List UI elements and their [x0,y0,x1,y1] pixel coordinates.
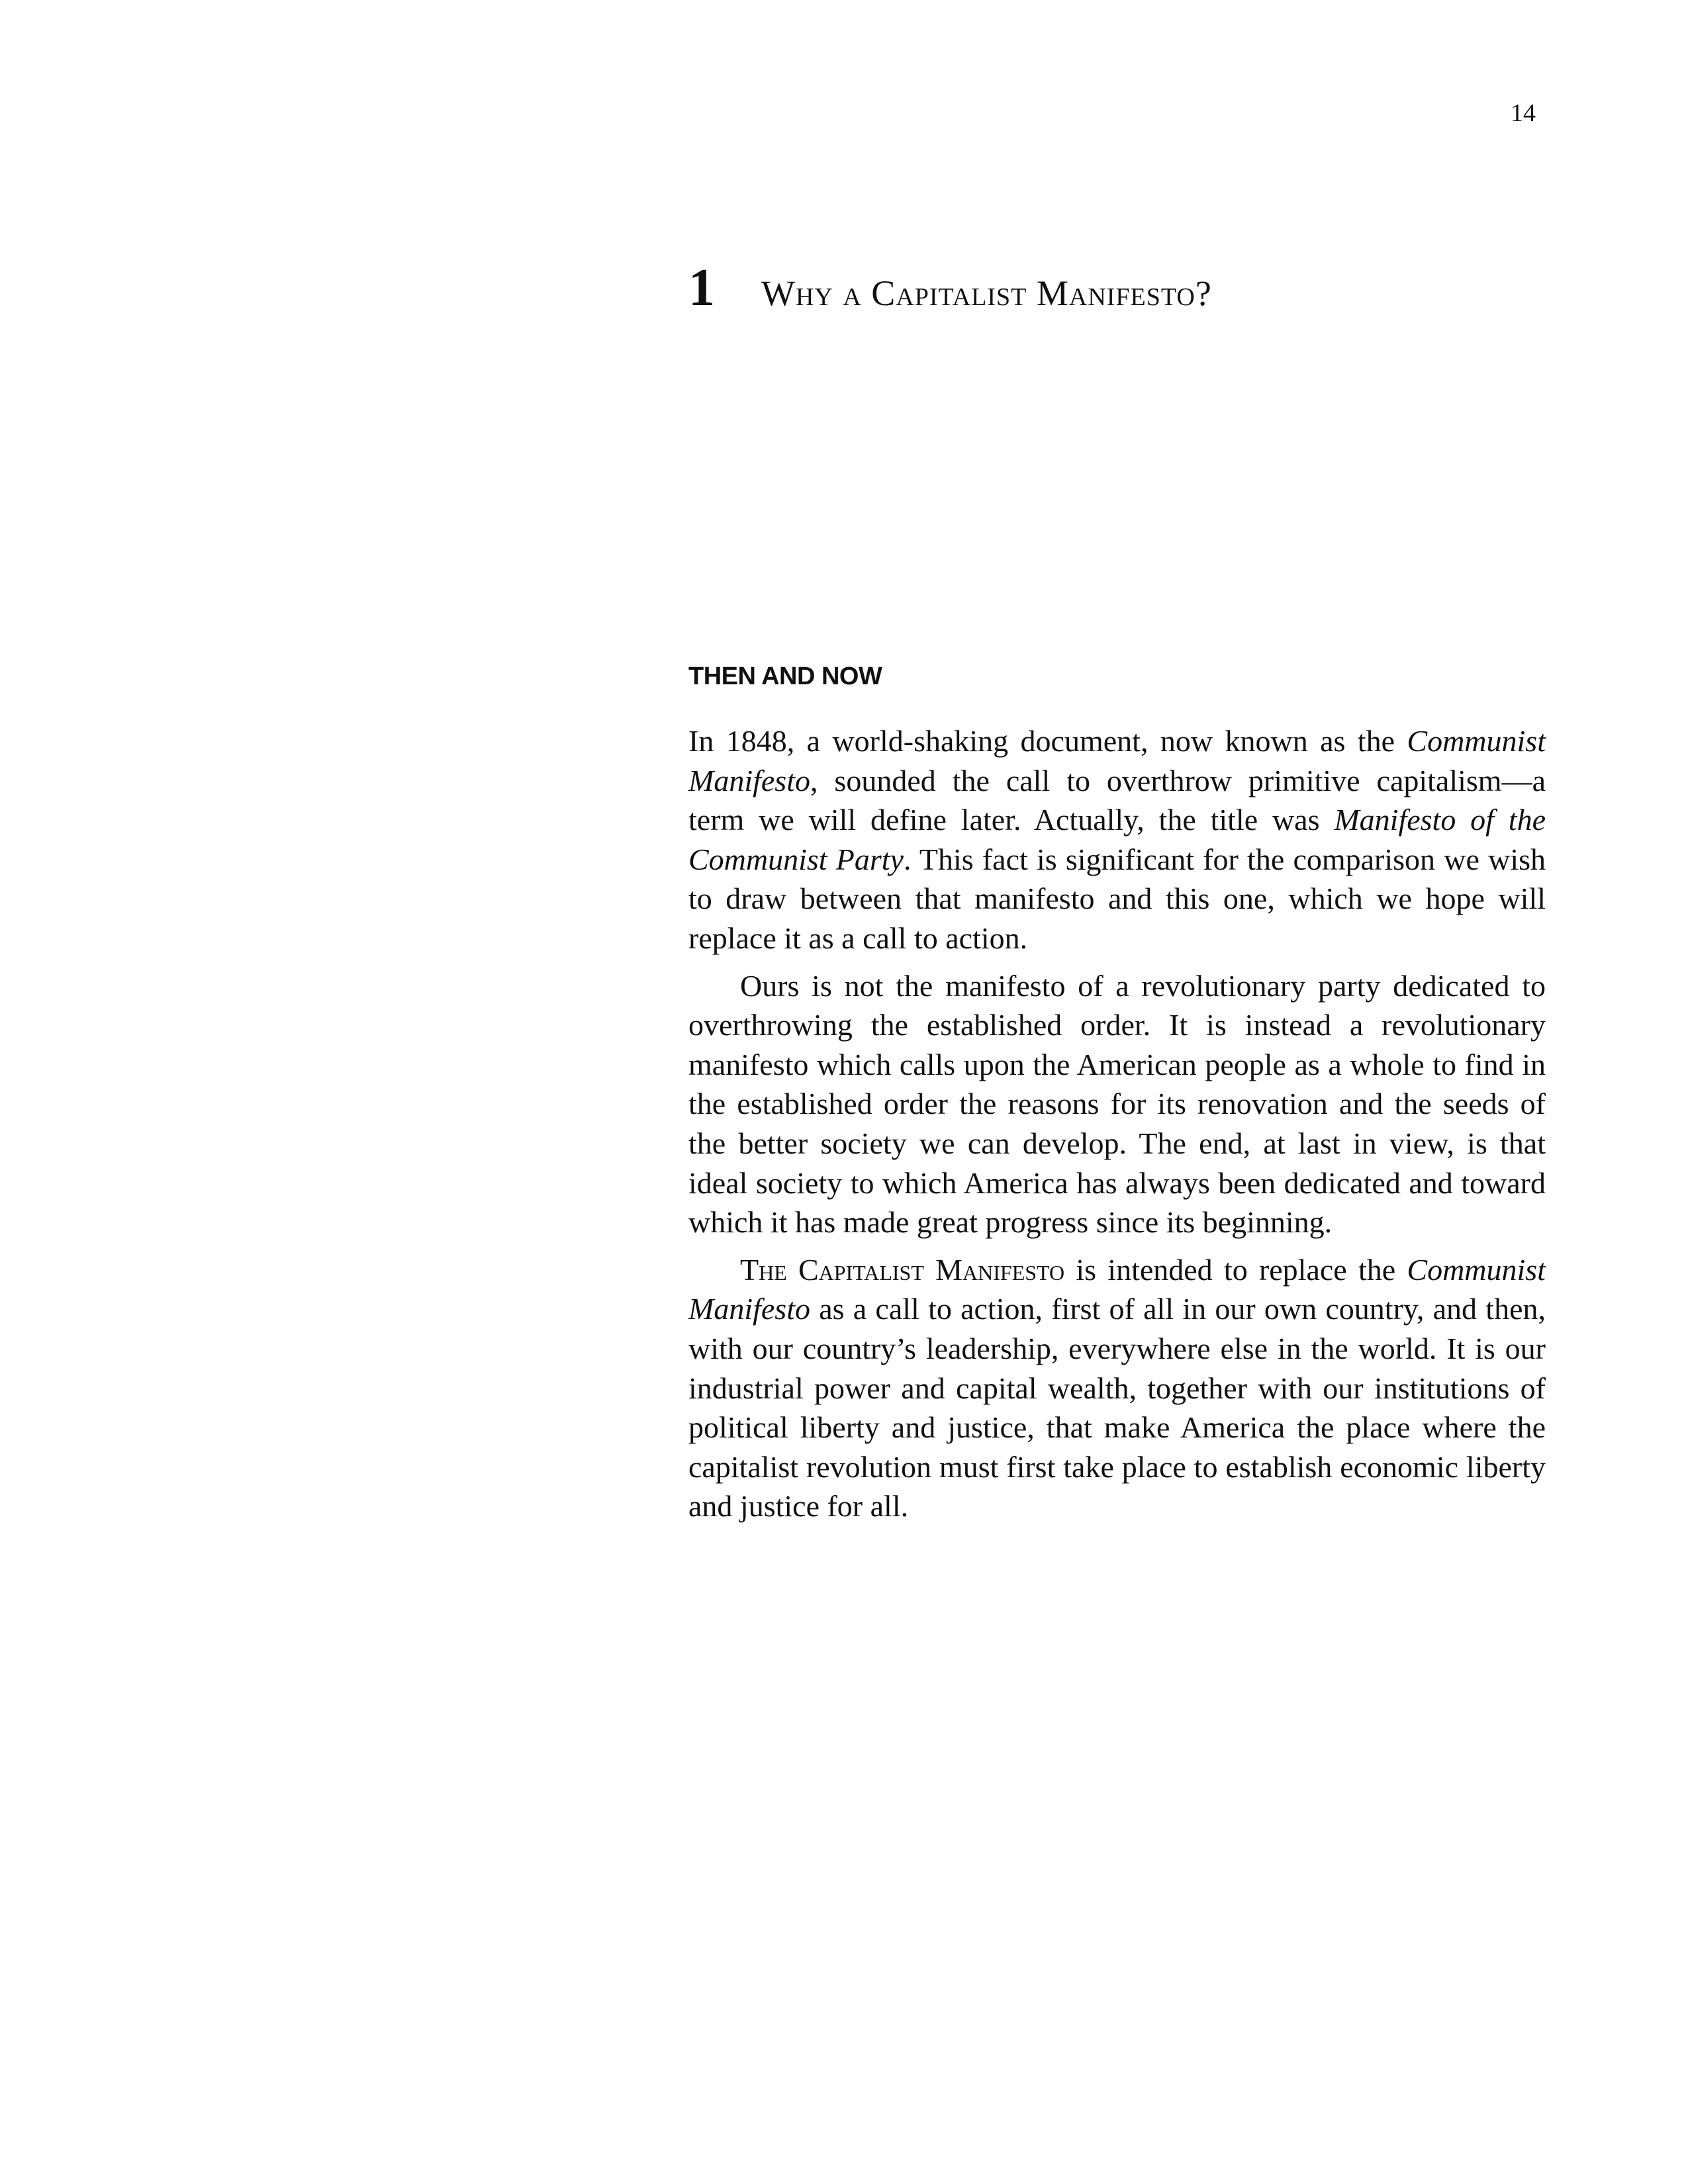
chapter-number: 1 [688,259,715,317]
body-text [688,721,1546,1534]
paragraph-1-text-a: In 1848, a world-shaking document, now known as the [688,724,1407,758]
paragraph-1 [688,721,1546,958]
paragraph-2: Ours is not the manifesto of a revolutionary party dedicated to overthrowing the established order. It is instead a revolutionary manifesto which calls upon the American people as a whole to find in the established order the reasons for its renovation and the seeds of the better society we can develop. The end, at last in view, is that ideal society to which America has always been dedicated and toward which it has made great progress since its beginning. [688,968,1546,1240]
chapter-heading [688,259,1549,317]
paragraph-1-title-ref-b: Manifesto of the Communist Party [688,803,1546,876]
paragraph-1-text-b: , sounded the call to overthrow primitive capitalism—a term we will define later. Actually, the title was [688,763,1546,837]
paragraph-3-book-title: The Capitalist Manifesto [740,1252,1065,1287]
section-heading: THEN AND NOW [688,662,882,690]
paragraph-3-text-a: is intended to replace the [1064,1252,1407,1287]
page-number: 14 [1511,99,1536,127]
paragraph-3 [688,1250,1546,1526]
chapter-title: Why a Capitalist Manifesto? [761,273,1212,313]
paragraph-3-text-b: as a call to action, first of all in our own country, and then, with our country’s leadership, everywhere else in the world. It is our industrial power and capital wealth, together with our institutions of political liberty and justice, that make America the place where the capitalist revolution must first take place to establish economic liberty and justice for all. [688,1292,1546,1524]
paragraph-3-title-ref: Communist Manifesto [688,1252,1546,1326]
paragraph-1-text-c: . This fact is significant for the comparison we wish to draw between that manifesto and this one, which we hope will replace it as a call to action. [688,842,1546,955]
paragraph-1-title-ref-a: Communist Manifesto [688,724,1546,797]
